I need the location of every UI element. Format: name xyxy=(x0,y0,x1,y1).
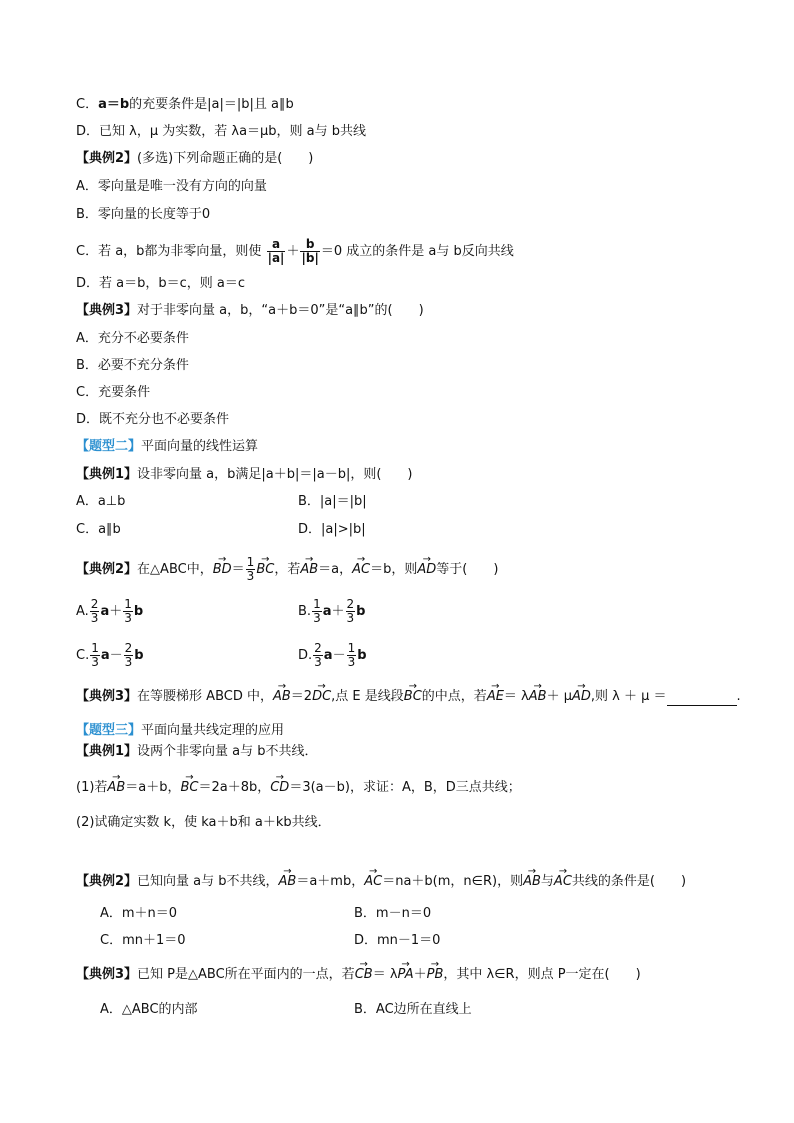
vector-ab: → AB xyxy=(279,873,297,891)
var-b: b xyxy=(356,604,366,619)
numerator: b xyxy=(300,238,319,252)
topic-2-heading xyxy=(76,438,258,456)
fraction-b xyxy=(300,238,319,265)
numerator: 2 xyxy=(90,597,99,611)
denominator: 3 xyxy=(124,611,132,625)
text: ＝2 xyxy=(290,689,313,704)
var-a: a xyxy=(323,648,333,663)
denominator: 3 xyxy=(314,655,322,669)
text: ,则 λ ＋ μ ＝ xyxy=(590,689,667,704)
minus-sign: － xyxy=(109,648,123,663)
plus-sign: ＋ xyxy=(286,244,300,259)
denominator: 3 xyxy=(91,655,99,669)
vector-ab: → AB xyxy=(300,561,318,579)
t2-example-1-title xyxy=(76,466,413,484)
fraction xyxy=(90,642,100,669)
text: ＝ λ xyxy=(372,967,398,982)
t2e1-option-b: B．|a|＝|b| xyxy=(298,494,367,509)
t3-example-1-title xyxy=(76,743,318,761)
example-text: 对于非零向量 a，b，“a＋b＝0”是“a∥b”的( ) xyxy=(137,303,424,318)
vector-ab: → AB xyxy=(273,688,291,706)
example-text: 设非零向量 a，b满足|a＋b|＝|a－b|，则( ) xyxy=(137,467,413,482)
ex3-option-c: C．充要条件 xyxy=(76,385,151,400)
eq: ＝ xyxy=(231,562,245,577)
var-b: b xyxy=(133,604,144,619)
vector-ad: → AD xyxy=(417,561,436,579)
fraction xyxy=(123,598,133,625)
numerator: 1 xyxy=(313,597,321,611)
fraction-a xyxy=(267,238,286,265)
denominator: 3 xyxy=(90,611,99,625)
vector-ac: → AC xyxy=(364,873,382,891)
denominator: |b| xyxy=(301,251,319,265)
example-tag: 【典例1】 xyxy=(76,744,138,759)
option-label: A. xyxy=(76,604,89,619)
vector-ae: → AE xyxy=(487,688,504,706)
var-a: a xyxy=(322,604,332,619)
example-text: (多选)下列命题正确的是( ) xyxy=(137,151,314,166)
plus-sign: ＋ xyxy=(109,604,123,619)
t2e1-option-a: A．a⊥b xyxy=(76,494,126,509)
topic-text: 平面向量的线性运算 xyxy=(141,439,259,454)
text: 与 xyxy=(540,874,554,889)
option-text: ＝0 成立的条件是 a与 b反向共线 xyxy=(320,244,514,259)
example-text: 设两个非零向量 a与 b不共线． xyxy=(137,744,318,759)
math-expr: a＝b xyxy=(98,97,130,112)
t2e1-option-d: D．|a|>|b| xyxy=(298,522,366,537)
t3e2-option-b: B．m－n＝0 xyxy=(354,906,432,921)
fraction-1-3 xyxy=(246,556,256,583)
vector-pa: → PA xyxy=(398,966,414,984)
option-text: C．若 a，b都为非零向量，则使 xyxy=(76,244,262,259)
t3-example-2-title xyxy=(76,873,686,891)
denominator: 3 xyxy=(346,611,355,625)
example-tag: 【典例3】 xyxy=(76,967,138,982)
vector-dc: → DC xyxy=(312,688,331,706)
vector-cd: → CD xyxy=(270,779,289,797)
vector-bc: → BC xyxy=(404,688,422,706)
ex3-option-d: D．既不充分也不必要条件 xyxy=(76,412,230,427)
var-b: b xyxy=(134,648,144,663)
text: 的中点，若 xyxy=(421,689,487,704)
plus-sign: ＋ xyxy=(331,604,345,619)
text: ＝3(a－b)，求证：A，B，D三点共线； xyxy=(289,780,521,795)
fraction xyxy=(313,642,323,669)
period: . xyxy=(736,689,741,704)
fraction xyxy=(347,642,357,669)
vector-ab: → AB xyxy=(107,779,125,797)
option-label: C. xyxy=(76,648,90,663)
fraction xyxy=(346,598,356,625)
ex2-option-b: B．零向量的长度等于0 xyxy=(76,207,211,222)
ex3-option-b: B．必要不充分条件 xyxy=(76,358,189,373)
denominator: |a| xyxy=(267,251,285,265)
example-tag: 【典例3】 xyxy=(76,303,138,318)
numerator: 1 xyxy=(347,641,356,655)
t3e3-option-b: B．AC边所在直线上 xyxy=(354,1002,472,1017)
option-text: 的充要条件是|a|＝|b|且 a∥b xyxy=(129,97,294,112)
text: 已知 P是△ABC所在平面内的一点，若 xyxy=(137,967,355,982)
t3e1-question-1 xyxy=(76,779,521,797)
t2-example-3-title xyxy=(76,688,741,706)
example-tag: 【典例3】 xyxy=(76,689,138,704)
vector-ac: → AC xyxy=(554,873,572,891)
vector-ab: → AB xyxy=(529,688,547,706)
option-label: D. xyxy=(298,648,313,663)
text: ＝ λ xyxy=(503,689,529,704)
t3-example-3-title xyxy=(76,966,641,984)
fraction xyxy=(312,598,322,625)
option-d-line: D．已知 λ，μ 为实数，若 λa＝μb，则 a与 b共线 xyxy=(76,124,367,139)
text: ,点 E 是线段 xyxy=(331,689,404,704)
option-label: C． xyxy=(76,97,99,112)
ex3-option-a: A．充分不必要条件 xyxy=(76,331,189,346)
ex2-option-d: D．若 a＝b，b＝c，则 a＝c xyxy=(76,276,246,291)
t2e2-option-b xyxy=(298,598,365,625)
vector-ac: → AC xyxy=(352,561,370,579)
t2e2-option-d xyxy=(298,642,367,669)
fraction xyxy=(124,642,134,669)
topic-text: 平面向量共线定理的应用 xyxy=(141,723,285,738)
option-label: B. xyxy=(298,604,312,619)
example-tag: 【典例1】 xyxy=(76,467,138,482)
denominator: 3 xyxy=(347,655,356,669)
answer-blank[interactable] xyxy=(667,693,737,706)
t2-example-2-title xyxy=(76,556,498,583)
vector-bc: → BC xyxy=(256,561,274,579)
t3e2-option-c: C．mn＋1＝0 xyxy=(100,933,186,948)
example-3-title xyxy=(76,302,424,320)
numerator: 2 xyxy=(346,597,355,611)
option-c-line xyxy=(76,96,294,114)
fraction xyxy=(90,598,100,625)
text: ＝a＋mb， xyxy=(296,874,365,889)
text: ＝b，则 xyxy=(370,562,418,577)
t2e2-option-a xyxy=(76,598,143,625)
numerator: 2 xyxy=(314,641,322,655)
text: 共线的条件是( ) xyxy=(571,874,687,889)
numerator: 1 xyxy=(124,597,132,611)
text: ＝a＋b， xyxy=(125,780,181,795)
t3e2-option-d: D．mn－1＝0 xyxy=(354,933,441,948)
t3e2-option-a: A．m＋n＝0 xyxy=(100,906,178,921)
numerator: 2 xyxy=(124,641,133,655)
var-b: b xyxy=(357,648,367,663)
vector-bc: → BC xyxy=(180,779,198,797)
denominator: 3 xyxy=(246,569,255,583)
denominator: 3 xyxy=(313,611,321,625)
text: ＝na＋b(m，n∈R)，则 xyxy=(382,874,524,889)
example-2-title xyxy=(76,150,313,168)
text: 在△ABC中， xyxy=(137,562,213,577)
topic-tag: 【题型二】 xyxy=(76,439,142,454)
text: 等于( ) xyxy=(436,562,499,577)
topic-tag: 【题型三】 xyxy=(76,723,142,738)
numerator: 1 xyxy=(246,555,255,569)
text: ，其中 λ∈R，则点 P一定在( ) xyxy=(443,967,641,982)
text: ＝2a＋8b， xyxy=(198,780,271,795)
vector-ab: → AB xyxy=(523,873,541,891)
ex2-option-c xyxy=(76,238,514,265)
text: ＝a， xyxy=(318,562,353,577)
t2e2-option-c xyxy=(76,642,144,669)
text: 已知向量 a与 b不共线， xyxy=(137,874,279,889)
ex2-option-a: A．零向量是唯一没有方向的向量 xyxy=(76,179,267,194)
t2e1-option-c: C．a∥b xyxy=(76,522,121,537)
var-a: a xyxy=(100,648,110,663)
example-tag: 【典例2】 xyxy=(76,874,138,889)
t3e1-question-2: (2)试确定实数 k，使 ka＋b和 a＋kb共线． xyxy=(76,815,331,830)
vector-cb: → CB xyxy=(355,966,373,984)
t3e3-option-a: A．△ABC的内部 xyxy=(100,1002,198,1017)
topic-3-heading xyxy=(76,722,284,740)
text: ＋ μ xyxy=(546,689,572,704)
text: ，若 xyxy=(274,562,301,577)
vector-pb: → PB xyxy=(427,966,444,984)
vector-bd: → BD xyxy=(213,561,232,579)
numerator: a xyxy=(267,238,286,252)
var-a: a xyxy=(100,604,110,619)
numerator: 1 xyxy=(91,641,99,655)
text: 在等腰梯形 ABCD 中， xyxy=(137,689,273,704)
vector-ad: → AD xyxy=(572,688,591,706)
text: ＋ xyxy=(413,967,427,982)
minus-sign: － xyxy=(332,648,346,663)
text: (1)若 xyxy=(76,780,108,795)
denominator: 3 xyxy=(124,655,133,669)
example-tag: 【典例2】 xyxy=(76,562,138,577)
example-tag: 【典例2】 xyxy=(76,151,138,166)
